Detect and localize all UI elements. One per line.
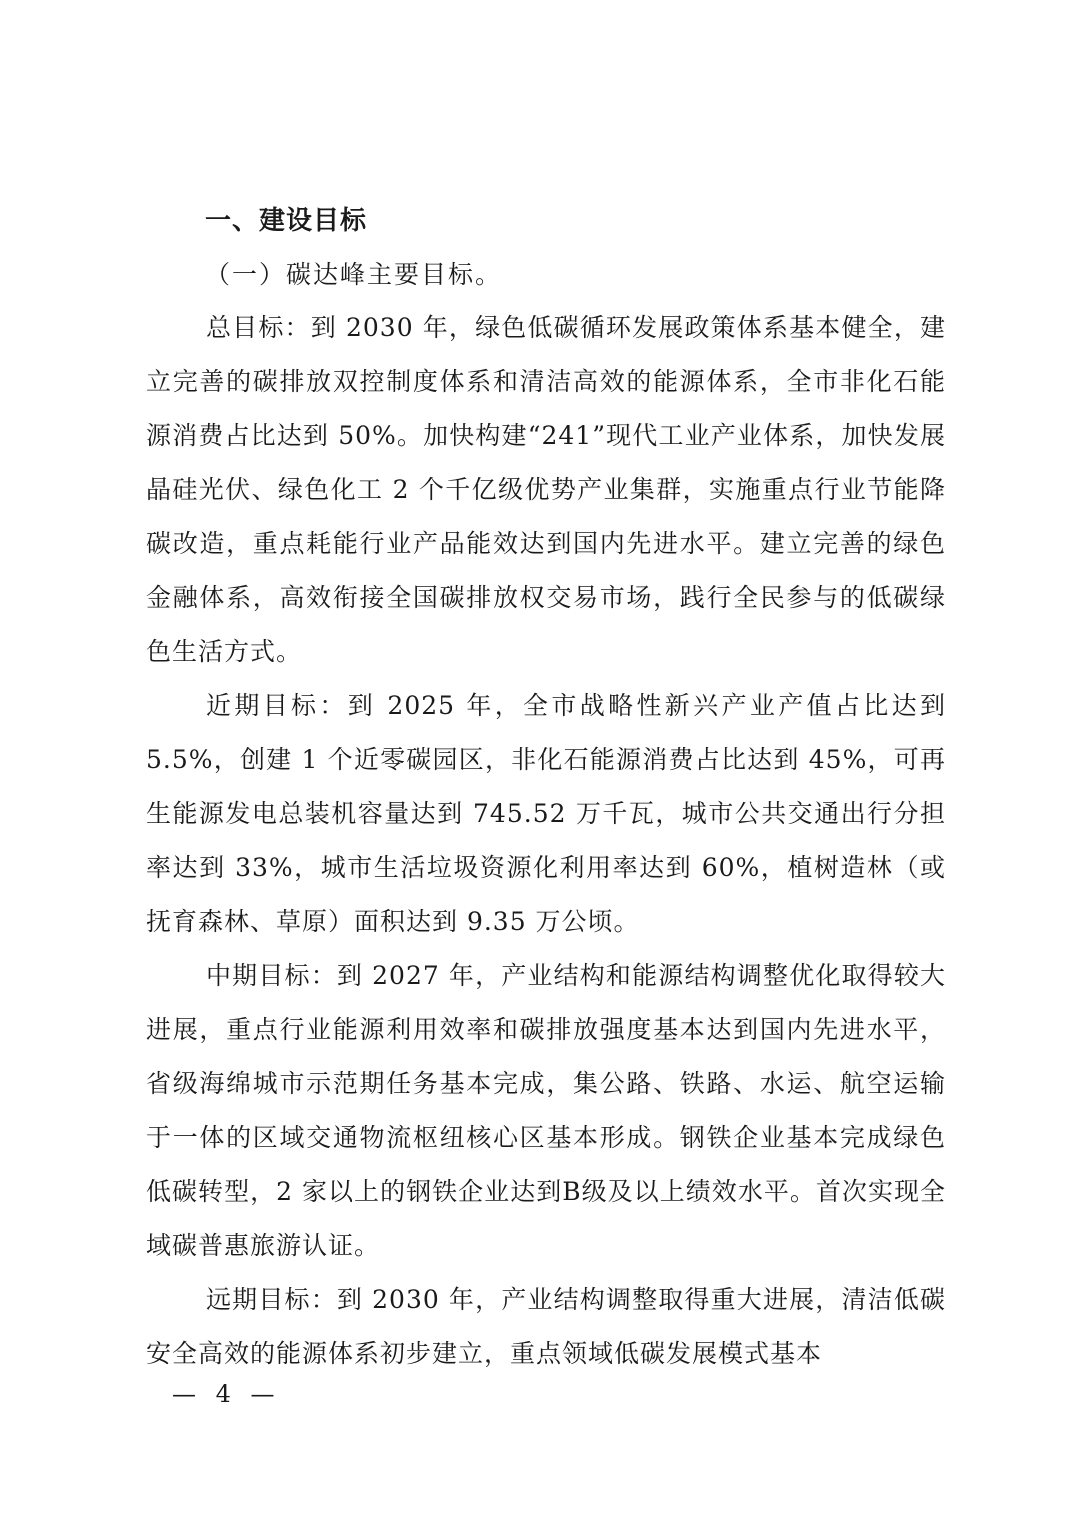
paragraph-mid-term-goal: 中期目标：到 2027 年，产业结构和能源结构调整优化取得较大进展，重点行业能源利用效率和碳排放强度基本达到国内先进水平，省级海绵城市示范期任务基本完成，集公路、铁路、水运、航空运输于一体的区域交通物流枢纽核心区基本形成。钢铁企业基本完成绿色低碳转型，2 家以上的钢铁企业达到B级及以上绩效水平。首次实现全域碳普惠旅游认证。 bbox=[146, 961, 946, 1260]
section-heading: 一、建设目标 bbox=[205, 206, 368, 236]
subsection-heading: （一）碳达峰主要目标。 bbox=[205, 260, 503, 289]
page-number: — 4 — bbox=[172, 1380, 281, 1408]
paragraph-overall-goal: 总目标：到 2030 年，绿色低碳循环发展政策体系基本健全，建立完善的碳排放双控制度体系和清洁高效的能源体系，全市非化石能源消费占比达到 50%。加快构建“241”现代工业产业体系，加快发展晶硅光伏、绿色化工 2 个千亿级优势产业集群，实施重点行业节能降碳改造，重点耗能行业产品能效达到国内先进水平。建立完善的绿色金融体系，高效衔接全国碳排放权交易市场，践行全民参与的低碳绿色生活方式。 bbox=[146, 313, 946, 666]
paragraph-near-term-goal: 近期目标：到 2025 年，全市战略性新兴产业产值占比达到 5.5%，创建 1 个近零碳园区，非化石能源消费占比达到 45%，可再生能源发电总装机容量达到 745.52 万千瓦，城市公共交通出行分担率达到 33%，城市生活垃圾资源化利用率达到 60%，植树造林（或抚育森林、草原）面积达到 9.35 万公顷。 bbox=[146, 691, 946, 936]
body-text bbox=[146, 301, 946, 1381]
paragraph-long-term-goal: 远期目标：到 2030 年，产业结构调整取得重大进展，清洁低碳安全高效的能源体系初步建立，重点领域低碳发展模式基本 bbox=[146, 1285, 946, 1368]
